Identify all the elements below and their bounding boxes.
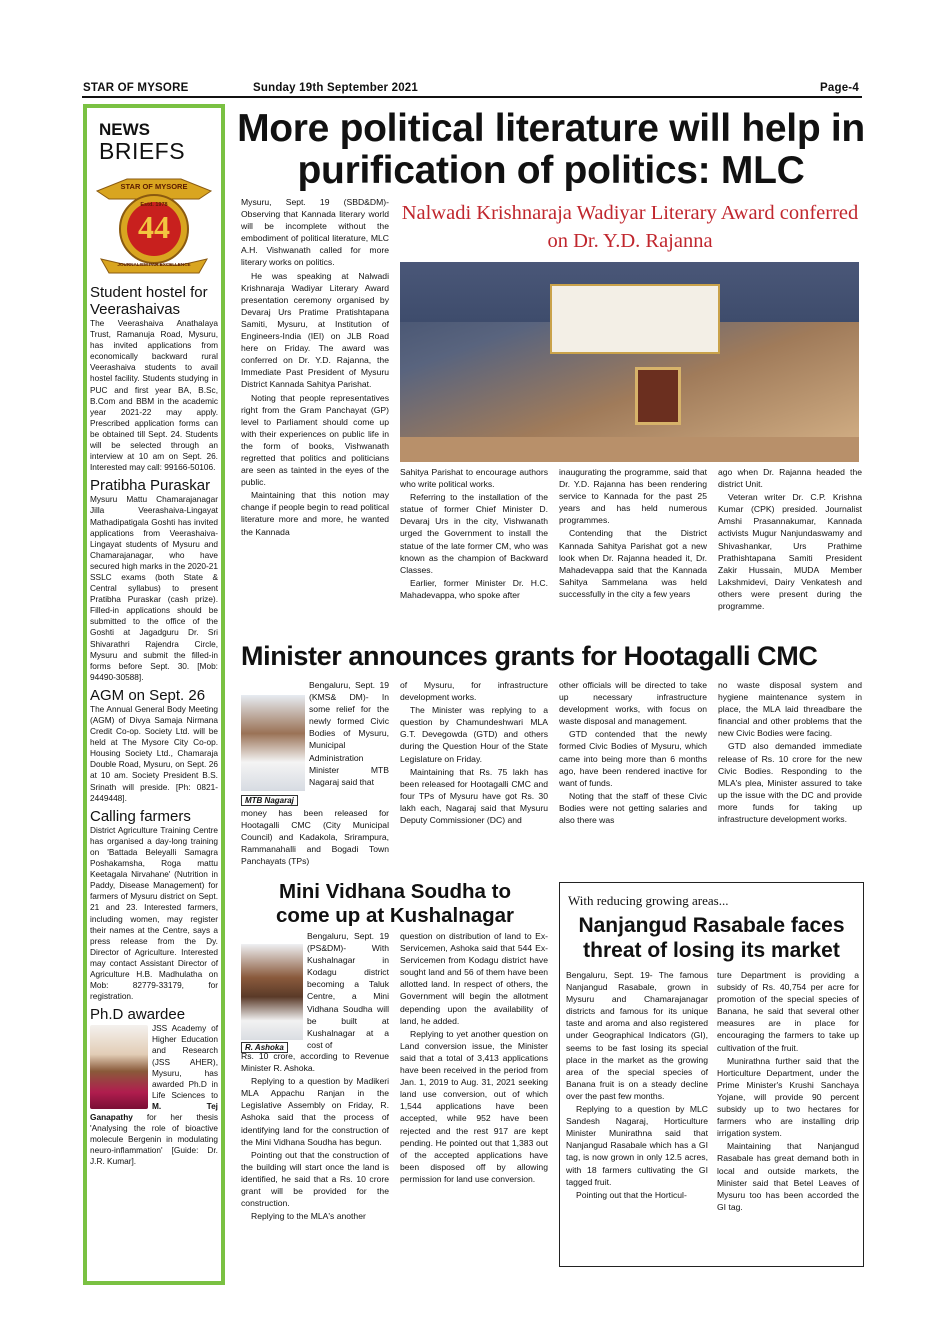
story2-col2-para: of Mysuru, for infrastructure development works. — [400, 680, 548, 703]
phd-brief — [90, 1006, 218, 1167]
story4-col1-para: Replying to a question by MLC Sandesh Nagaraj, Horticulture Minister Munirathna said that Nanjangud Rasabale which has a GI tag, is now grown in only 12.5 acres, with 18 farmers cultivating the GI tagged fruit. — [566, 1104, 708, 1187]
story4-col2-para: Maintaining that Nanjangud Rasabale has great demand both in local and outside markets, the Minister said that Betel Leaves of Mysuru too has been accorded the GI tag. — [717, 1141, 859, 1212]
story1-col3-para: inaugurating the programme, said that Dr. Y.D. Rajanna has been rendering service to Kannada for the past 25 years and has held numerous programmes. — [559, 467, 707, 526]
phd-photo — [90, 1025, 148, 1109]
page-number: Page-4 — [820, 82, 859, 94]
brief-heading: Calling farmers — [90, 807, 191, 825]
paper-name: STAR OF MYSORE — [83, 82, 189, 94]
award-ceremony-photo — [400, 262, 859, 462]
brief-text: District Agriculture Training Centre has organised a day-long training on 'Battada Beleyalli Samagra Poshakamsha, Roga mattu Keetagala Nirvahane' (Nutrition in Paddy, Disease Management) for farmers of Mysuru district on Sept. 21 and 23. Interested farmers, including women, may register their names at the Centre, says a press release from the Dy. Director of Agriculture. Interested may contact Assistant Director of Agriculture H.B. Madhulatha on Mob: 82779-33179, for registration. — [90, 824, 218, 1002]
story4-kicker: With reducing growing areas... — [568, 893, 729, 908]
logo-banner-text: STAR OF MYSORE — [120, 182, 188, 191]
story1-col2-para: Referring to the installation of the statue of former Chief Minister D. Devaraj Urs in the city, Vishwanath urged the Government to install the statue of the late former CM, who was known as the champion of Backward Classes. — [400, 492, 548, 575]
story3-col2 — [400, 930, 548, 1266]
story2-col1-top: Bengaluru, Sept. 19 (KMS& DM)- In some relief for the newly formed Civic Bodies of Mysuru, Municipal Administration Minister MTB Nagaraj said that — [309, 680, 389, 787]
logo-motto: JOURNALISM PAR EXCELLENCE — [117, 262, 191, 267]
story2-photo-caption: MTB Nagaraj — [241, 795, 298, 806]
story1-col1 — [241, 196, 389, 636]
r-ashoka-photo-box — [241, 944, 303, 1054]
story3-col1 — [241, 930, 389, 1266]
story2-col3 — [559, 679, 707, 871]
story3-headline-line1: Mini Vidhana Soudha to — [279, 880, 511, 903]
mtb-nagaraj-photo-box — [241, 695, 305, 805]
story2-headline: Minister announces grants for Hootagalli CMC — [241, 641, 818, 671]
story2-col2-para: Maintaining that Rs. 75 lakh has been released for Hootagalli CMC and four TPs of Mysuru have got Rs. 30 lakh each, Nagaraj said that Mysuru Deputy Commissioner (DC) and — [400, 766, 548, 826]
story1-headline: More political literature will help in purification of politics: MLC — [237, 107, 865, 192]
phd-text-top: JSS Academy of Higher Education and Research (JSS AHER), Mysuru, has awarded Ph.D in Life Sciences to — [152, 1023, 218, 1100]
story1-col1-para: Maintaining that this notion may change if people begin to read political literature more and more, he wanted the Kannada — [241, 490, 389, 537]
brief-heading: AGM on Sept. 26 — [90, 686, 206, 704]
story4-col2-para: ture Department is providing a subsidy of Rs. 40,754 per acre for promotion of the special species of Banana, he said that several other measures are in place for encouraging the farmers to take up cultivation of the fruit. — [717, 970, 859, 1053]
story2-col3-para: GTD contended that the newly formed Civic Bodies of Mysuru, which came into being more than 6 months ago, have been rendered inactive for want of funds. — [559, 729, 707, 788]
story4-col1-para: Bengaluru, Sept. 19- The famous Nanjangud Rasabale, grown in Mysuru and Chamarajanagar districts and famous for its unique taste and aroma and also registered under Geographical Indicators (GI), seems to be fast losing its special place in the market as the growing area of the special species of Banana fruit is on a steady decline over the past few months. — [566, 970, 708, 1101]
story3-col2-para: question on distribution of land to Ex-Servicemen, Ashoka said that 544 Ex-Servicemen from Kodagu district have sought land and 56 of them have been allotted land. In respect of others, the Government will begin the allotment depending upon the availability of land, he added. — [400, 931, 548, 1026]
story2-col3-para: Noting that the staff of these Civic Bodies were not getting salaries and also there was — [559, 790, 707, 826]
story3-col1-top: Bengaluru, Sept. 19 (PS&DM)- With Kushalnagar in Kodagu district becoming a Taluk Centre, a Mini Vidhana Soudha will be built at Kushalnagar at a cost of — [307, 931, 389, 1050]
story2-col4-para: no waste disposal system and hygiene maintenance system in place, the MLA laid threadbare the financial and other problems that the new Civic Bodies were facing. — [718, 680, 862, 739]
logo-estd: Estd. 1978 — [140, 202, 168, 208]
sidebar-title-bottom: BRIEFS — [99, 138, 186, 164]
issue-date: Sunday 19th September 2021 — [253, 82, 418, 94]
story2-col2-para: The Minister was replying to a question by Chamundeshwari MLA G.T. Devegowda (GTD) and others during the Question Hour of the State Legislature on Friday. — [400, 705, 548, 764]
story3-headline — [241, 880, 549, 928]
story1-col1-para: Noting that people representatives right from the Gram Panchayat (GP) level to Parliament should come up with their experiences on public life in the form of books, Vishwanath regretted that politics and politicians are seen as tainted in the eyes of the public. — [241, 392, 389, 488]
r-ashoka-photo — [241, 944, 303, 1040]
brief-heading: Pratibha Puraskar — [90, 477, 211, 495]
story4-col1 — [566, 969, 708, 1261]
brief-text: Mysuru Mattu Chamarajanagar Jilla Veerashaiva-Lingayat Mathadipatigala Goshti has invited applications from Veerashaiva-Lingayat students of Mysuru and Chamarajanagar, who have secured high marks in the 2020-21 SSLC exams (both State & Central syllabus) to present Pratibha Puraskar (cash prize). Filled-in applications should be submitted to the office of the Goshti at Jagadguru Dr. Sri Shivarathri Rajendra Circle, Mysuru and submit the filled-in forms before Sept. 30. [Mob: 94490-30588]. — [90, 494, 218, 682]
story2-col4-para: GTD also demanded immediate release of Rs. 10 crore for the new Civic Bodies. Responding to the MLA's plea, Minister assured to take up the issue with the DC and provide more funds for taking up infrastructure development works. — [718, 741, 862, 825]
story3-para: Replying to a question by Madikeri MLA Appachu Ranjan in the Legislative Assembly on Friday, R. Ashoka said that the process of identifying land for the construction of the Mini Vidhana Soudha has begun. — [241, 1076, 389, 1147]
story4-col2 — [717, 969, 859, 1261]
story1-col2-para: Sahitya Parishat to encourage authors who write political works. — [400, 467, 548, 490]
news-briefs-sidebar — [83, 104, 225, 1285]
story1-col4 — [718, 466, 862, 638]
story2-col1-bottom: money has been released for Hootagalli CMC (City Municipal Council) and Kadakola, Srirampura, Rammanahalli and Bogadi Town Panchayats (TPs) — [241, 808, 389, 867]
brief-item — [90, 808, 218, 1003]
story1-col2-para: Earlier, former Minister Dr. H.C. Mahadevappa, who spoke after — [400, 577, 548, 600]
story3-para: Rs. 10 crore, according to Revenue Minister R. Ashoka. — [241, 1051, 389, 1074]
story1-col1-para: He was speaking at Nalwadi Krishnaraja Wadiyar Literary Award presentation ceremony organised by Devaraj Urs Pratime Pratishtapana Samiti, Mysuru, at Institution of Engineers-India (IEI) on JLB Road here on Friday. The award was conferred on Dr. Y.D. Rajanna, the Immediate Past President of Mysuru District Kannada Sahitya Parishat. — [241, 270, 389, 390]
sidebar-title-top: NEWS — [99, 120, 150, 139]
story1-col4-para: Veteran writer Dr. C.P. Krishna Kumar (CPK) presided. Journalist Amshi Prasannakumar, Kannada activists Mugur Nanjundaswamy and Shivashankar, Urs Prathime Prathishtapana Samiti President Zakir Hussain, MUDA Member Lakshmidevi, Dairy Venkatesh and others were present during the programme. — [718, 492, 862, 612]
story4-col1-para: Pointing out that the Horticul- — [576, 1189, 687, 1200]
story2-col1 — [241, 679, 389, 871]
brief-item — [90, 687, 218, 804]
story2-col2 — [400, 679, 548, 871]
story3-para: Replying to the MLA's another — [251, 1211, 366, 1222]
brief-text: The Annual General Body Meeting (AGM) of Divya Samaja Nirmana Credit Co-op. Society Ltd. will be held at The Mysore City Co-op. Housing Society Ltd., Chamaraja Double Road, Mysuru, on Sept. 26 at 10 am. Society President B.S. Srinath will preside. [Ph: 0821-2449448]. — [90, 703, 218, 803]
brief-heading: Ph.D awardee — [90, 1006, 186, 1024]
story1-col1-para: Mysuru, Sept. 19 (SBD&DM)- Observing that Kannada literary world will be incomplete without the embodiment of political literature, MLC A.H. Vishwanath called for more literary works on politics. — [241, 197, 389, 268]
story4-box — [559, 882, 864, 1267]
story1-col4-para: ago when Dr. Rajanna headed the district Unit. — [718, 467, 862, 490]
brief-item — [90, 284, 218, 473]
story2-col3-para: other officials will be directed to take up necessary infrastructure development works, with focus on waste disposal and management. — [559, 680, 707, 727]
mtb-nagaraj-photo — [241, 695, 305, 791]
story2-col4 — [718, 679, 862, 871]
phd-name: M. Tej Ganapathy — [90, 1100, 218, 1122]
story1-col2 — [400, 466, 548, 638]
anniversary-logo — [87, 169, 221, 284]
story4-col2-para: Munirathna further said that the Horticulture Department, under the Prime Minister's Krushi Sanchaya Yojane, will provide 90 percent subsidy up to two hectares for farmers who are installing drip irrigation system. — [717, 1055, 859, 1139]
story3-col2-para: Replying to yet another question on Land conversion issue, the Minister said that a total of 3,413 applications have been received in the period from Jan. 1, 2019 to Aug. 31, 2021 seeking land use conversion, out of which 1,544 applications have been accepted, while 952 have been rejected and the rest 917 are kept pending. He pointed out that 1,383 out of the accepted applications have been disposed off by allowing permission for land use conversion. — [400, 1028, 548, 1184]
story4-headline: Nanjangud Rasabale faces threat of losing its market — [578, 914, 845, 962]
phd-text-bottom: for her thesis 'Analysing the role of bioactive molecule Bergenin in modulating neuro-inflammation' [Guide: Dr. J.R. Kumar]. — [90, 1112, 218, 1167]
brief-heading: Student hostel for Veerashaivas — [90, 284, 208, 318]
story3-col1-rest — [241, 1050, 389, 1266]
story3-photo-caption: R. Ashoka — [241, 1042, 288, 1053]
story1-col3-para: Contending that the District Kannada Sahitya Parishat got a new look when Dr. Rajanna headed it, Dr. Mahadevappa said that the Kannada Sahitya Sammelana was held successfully in the city a few years — [559, 528, 707, 599]
brief-item — [90, 477, 218, 683]
brief-text: The Veerashaiva Anathalaya Trust, Ramanuja Road, Mysuru, has invited applications from economically backward rural Veerashaiva students to avail hostel facility. Students studying in PUC and first year BA, B.Sc, B.Com and BBM in the academic year 2021-22 may apply. Prescribed application forms can be obtained till Sept. 24. Students will be selected through an interview at 10 am on Sept. 26. Interested may call: 99166-50106. — [90, 318, 218, 473]
story3-para: Pointing out that the construction of the building will start once the land is identified, he said that a Rs. 10 crore grant will be provided for the construction. — [241, 1149, 389, 1209]
logo-number: 44 — [138, 209, 170, 245]
story3-headline-line2: come up at Kushalnagar — [275, 904, 515, 927]
story1-col3 — [559, 466, 707, 638]
story1-subheadline: Nalwadi Krishnaraja Wadiyar Literary Award conferred on Dr. Y.D. Rajanna — [401, 202, 859, 252]
masthead-rule — [82, 96, 862, 98]
